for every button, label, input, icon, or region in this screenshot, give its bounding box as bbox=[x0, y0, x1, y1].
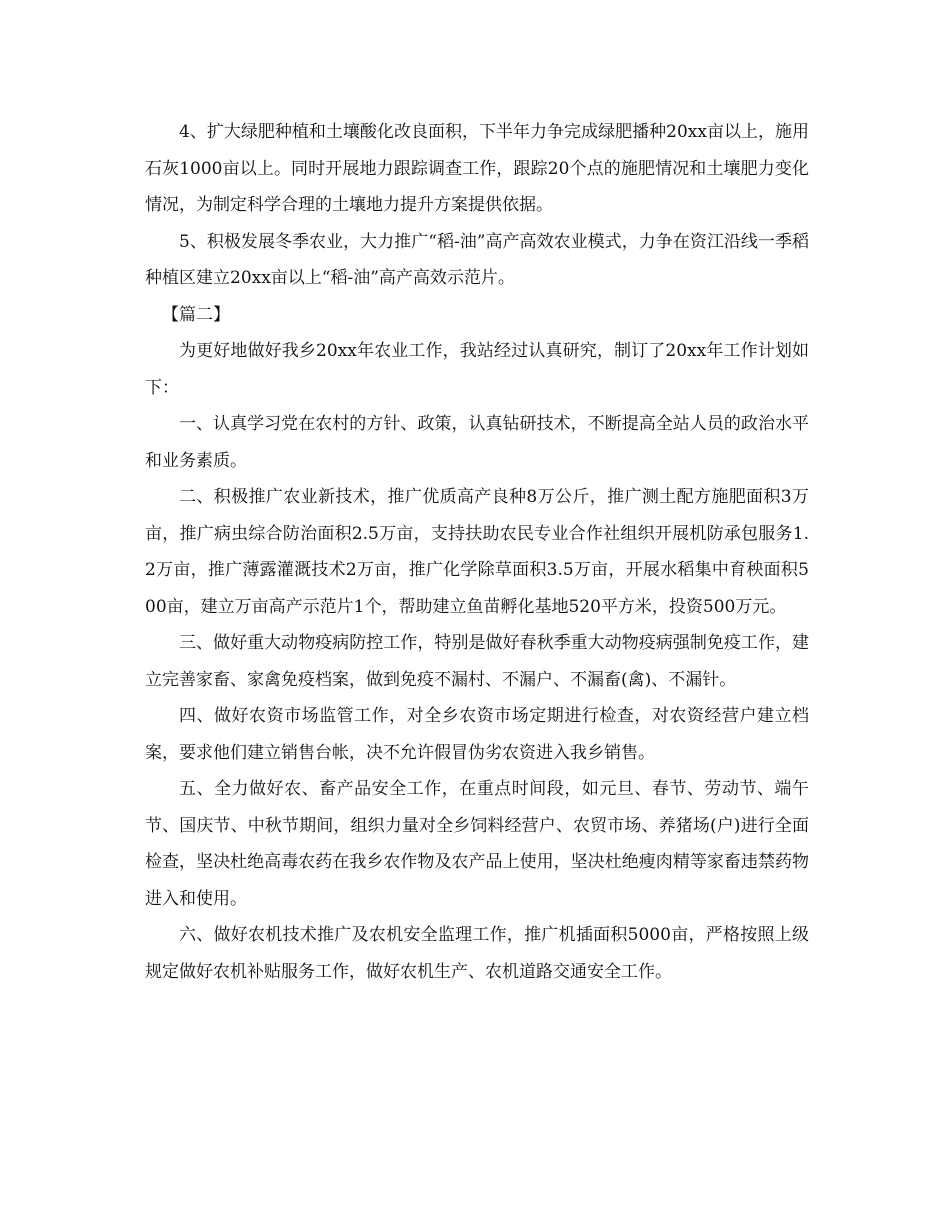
paragraph-item-5: 5、积极发展冬季农业，大力推广“稻-油”高产高效农业模式，力争在资江沿线一季稻种植区建立20xx亩以上“稻-油”高产高效示范片。 bbox=[145, 231, 809, 288]
plan-item-1: 一、认真学习党在农村的方针、政策，认真钻研技术，不断提高全站人员的政治水平和业务素质。 bbox=[145, 414, 809, 471]
plan-item-3: 三、做好重大动物疫病防控工作，特别是做好春秋季重大动物疫病强制免疫工作，建立完善家畜、家禽免疫档案，做到免疫不漏村、不漏户、不漏畜(禽)、不漏针。 bbox=[145, 633, 809, 690]
document-body bbox=[145, 114, 809, 990]
plan-item-6: 六、做好农机技术推广及农机安全监理工作，推广机插面积5000亩，严格按照上级规定做好农机补贴服务工作，做好农机生产、农机道路交通安全工作。 bbox=[145, 925, 809, 982]
plan-item-4: 四、做好农资市场监管工作，对全乡农资市场定期进行检查，对农资经营户建立档案，要求他们建立销售台帐，决不允许假冒伪劣农资进入我乡销售。 bbox=[145, 706, 809, 763]
section-heading: 【篇二】 bbox=[162, 304, 230, 325]
plan-item-2: 二、积极推广农业新技术，推广优质高产良种8万公斤，推广测土配方施肥面积3万亩，推广病虫综合防治面积2.5万亩，支持扶助农民专业合作社组织开展机防承包服务1.2万亩，推广薄露灌溉技术2万亩，推广化学除草面积3.5万亩，开展水稻集中育秧面积500亩，建立万亩高产示范片1个，帮助建立鱼苗孵化基地520平方米，投资500万元。 bbox=[145, 487, 809, 617]
plan-item-5: 五、全力做好农、畜产品安全工作，在重点时间段，如元旦、春节、劳动节、端午节、国庆节、中秋节期间，组织力量对全乡饲料经营户、农贸市场、养猪场(户)进行全面检查，坚决杜绝高毒农药在我乡农作物及农产品上使用，坚决杜绝瘦肉精等家畜违禁药物进入和使用。 bbox=[145, 779, 809, 909]
intro-paragraph: 为更好地做好我乡20xx年农业工作，我站经过认真研究，制订了20xx年工作计划如下： bbox=[145, 341, 809, 398]
paragraph-item-4: 4、扩大绿肥种植和土壤酸化改良面积，下半年力争完成绿肥播种20xx亩以上，施用石灰1000亩以上。同时开展地力跟踪调查工作，跟踪20个点的施肥情况和土壤肥力变化情况，为制定科学合理的土壤地力提升方案提供依据。 bbox=[145, 122, 809, 215]
